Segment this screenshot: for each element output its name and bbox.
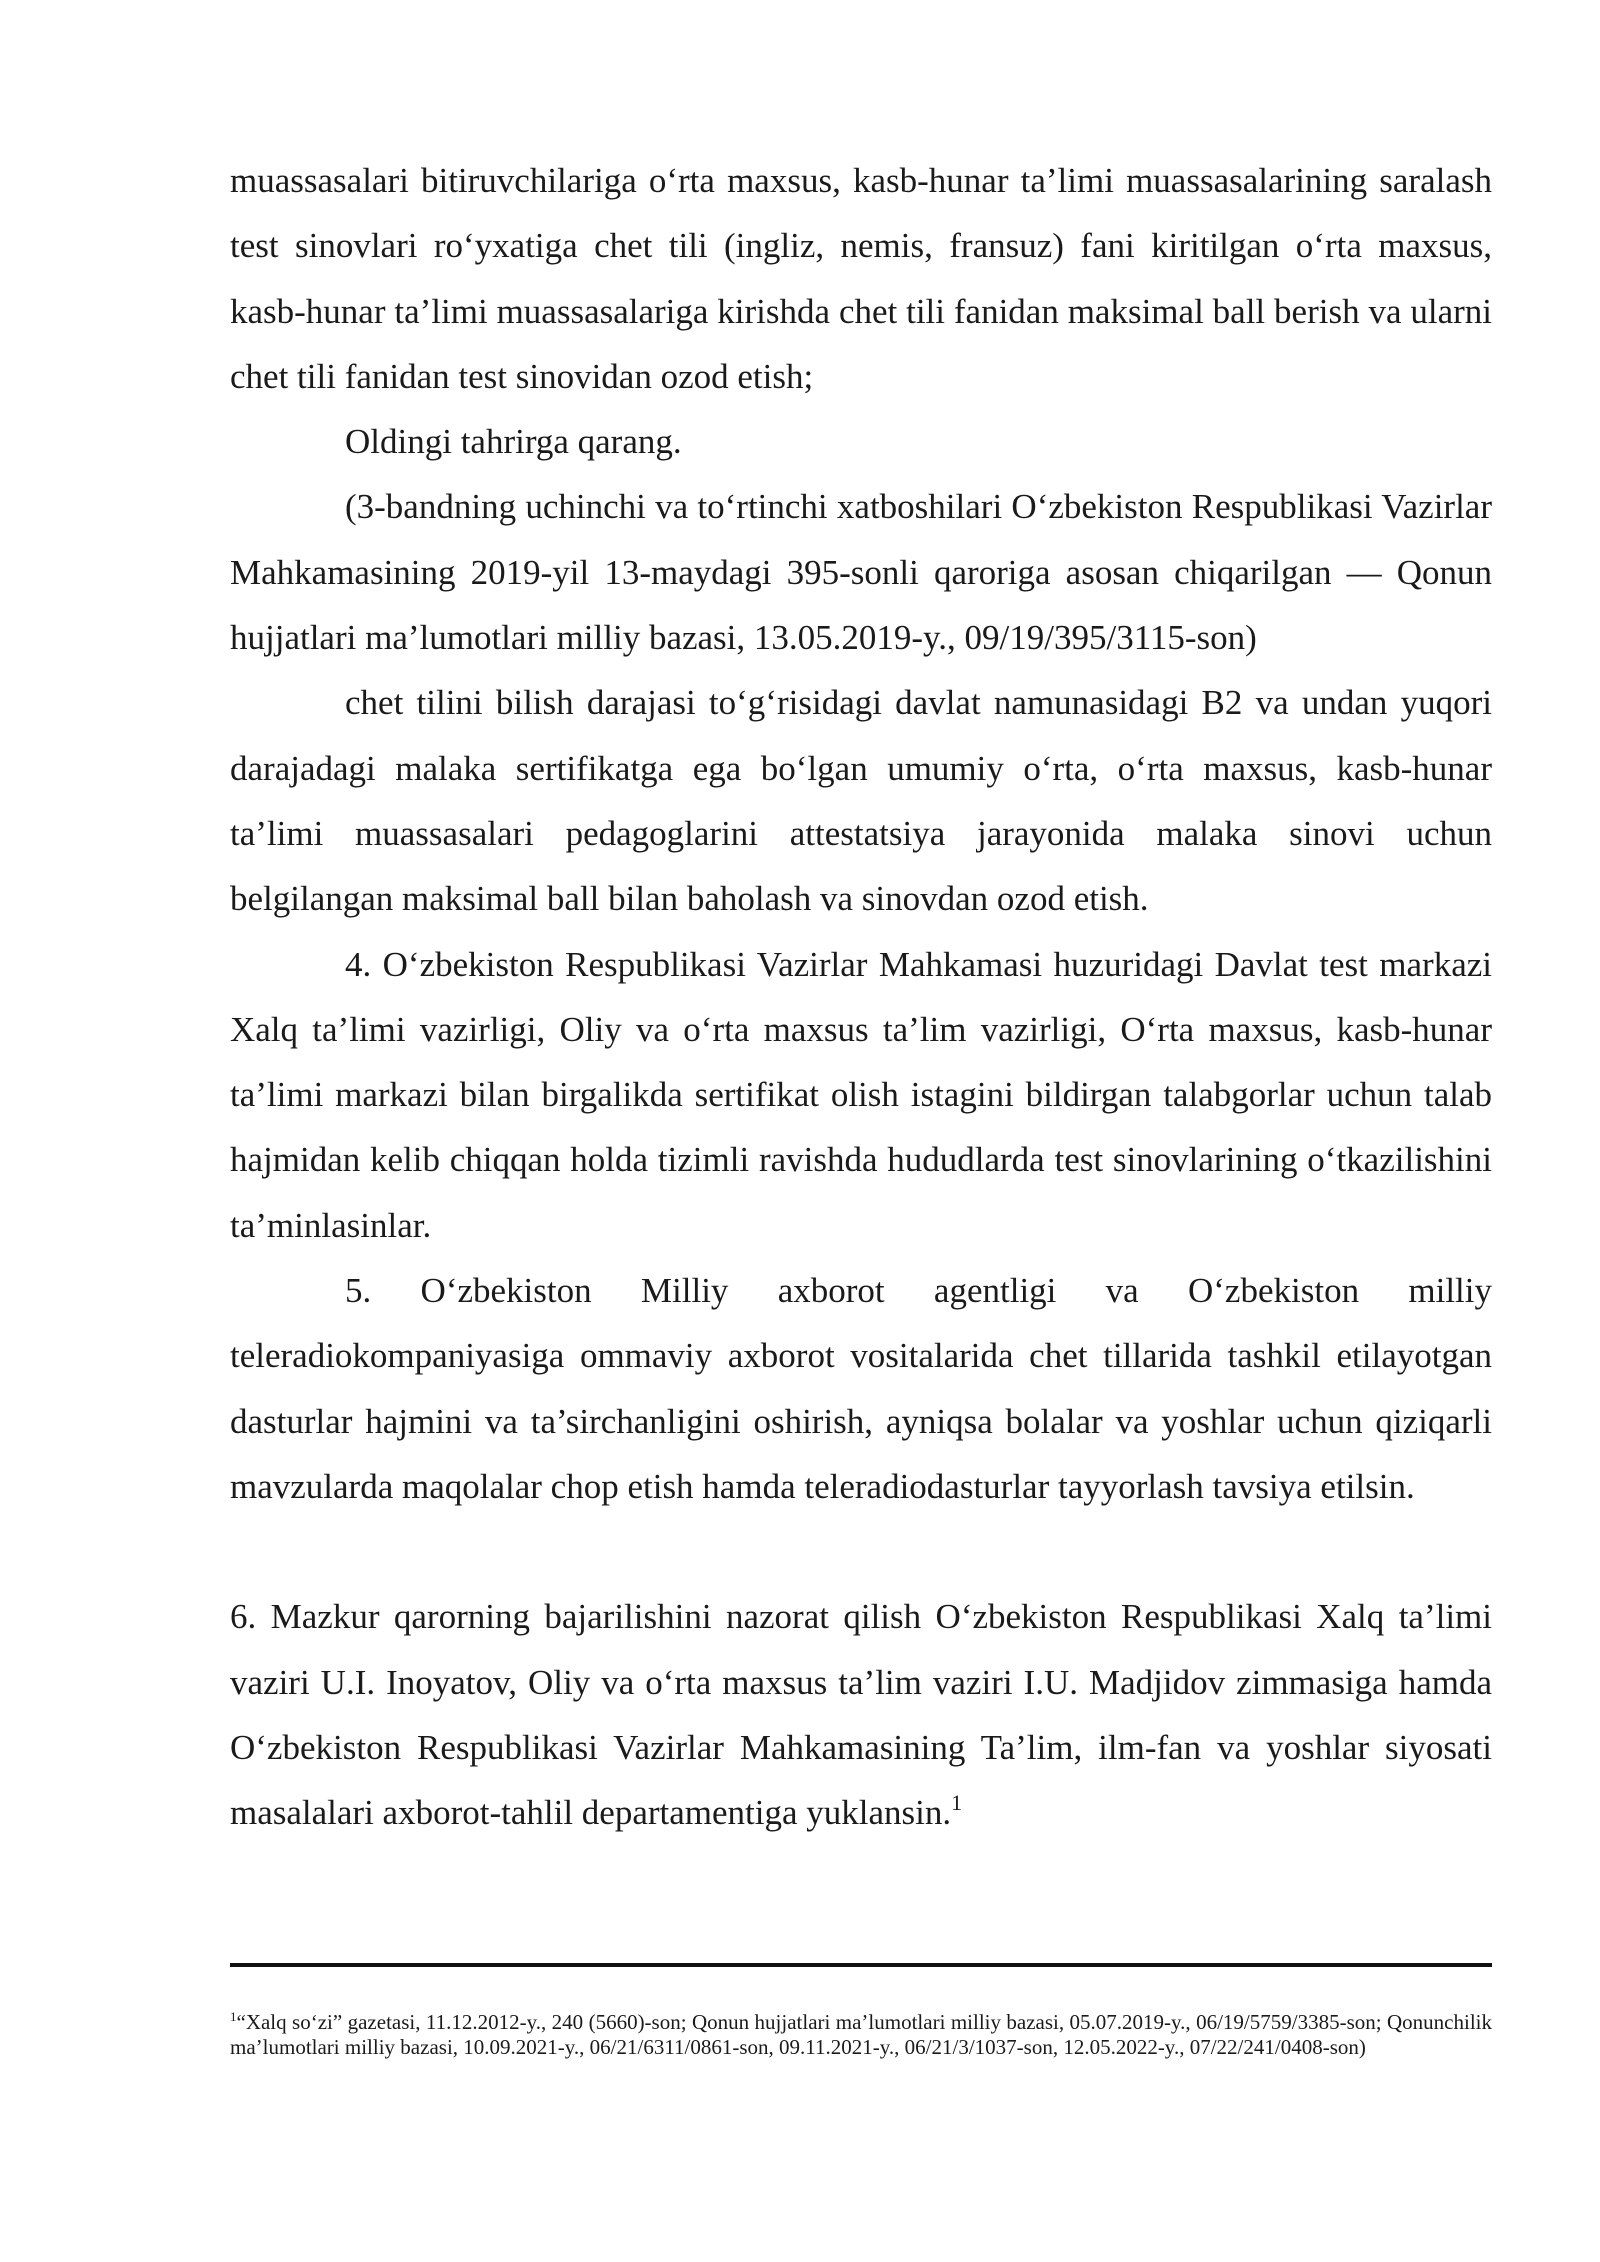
footnote (230, 2010, 1492, 2060)
footnote-reference-marker[interactable]: 1 (951, 1790, 963, 1816)
paragraph-previous-edition-note: Oldingi tahrirga qarang. (345, 422, 682, 462)
paragraph-item-5: 5. O‘zbekiston Milliy axborot agentligi va O‘zbekiston milliy teleradiokompaniyasiga ommaviy axborot vositalarida chet tillarida tashkil etilayotgan dasturlar hajmini va ta’sirchanligini oshirish, ayniqsa bolalar va yoshlar uchun qiziqarli mavzularda maqolalar chop etish hamda teleradiodasturlar tayyorlash tavsiya etilsin. (230, 1271, 1492, 1506)
paragraph-item-4: 4. O‘zbekiston Respublikasi Vazirlar Mahkamasi huzuridagi Davlat test markazi Xalq ta’limi vazirligi, Oliy va o‘rta maxsus ta’lim vazirligi, O‘rta maxsus, kasb-hunar ta’limi markazi bilan birgalikda sertifikat olish istagini bildirgan talabgorlar uchun talab hajmidan kelib chiqqan holda tizimli ravishda hududlarda test sinovlarining o‘tkazilishini ta’minlasinlar. (230, 944, 1492, 1245)
footnote-marker: 1 (230, 2009, 237, 2024)
paragraph-b2-certificate: chet tilini bilish darajasi to‘g‘risidagi davlat namunasidagi B2 va undan yuqori darajadagi malaka sertifikatga ega bo‘lgan umumiy o‘rta, o‘rta maxsus, kasb-hunar ta’limi muassasalari pedagoglarini attestatsiya jarayonida malaka sinovi uchun belgilangan maksimal ball bilan baholash va sinovdan ozod etish. (230, 683, 1492, 919)
paragraph-continuation: muassasalari bitiruvchilariga o‘rta maxsus, kasb-hunar ta’limi muassasalarining saralash test sinovlari ro‘yxatiga chet tili (ingliz, nemis, fransuz) fani kiritilgan o‘rta maxsus, kasb-hunar ta’limi muassasalariga kirishda chet tili fanidan maksimal ball berish va ularni chet tili fanidan test sinovidan ozod etish; (230, 161, 1492, 396)
footnote-separator-line (230, 1963, 1492, 1967)
footnote-entry (230, 2010, 1492, 2060)
paragraph-item-6 (230, 1584, 1492, 1845)
paragraph-amendment-note: (3-bandning uchinchi va to‘rtinchi xatboshilari O‘zbekiston Respublikasi Vazirlar Mahkamasining 2019-yil 13-maydagi 395-sonli qaroriga asosan chiqarilgan — Qonun hujjatlari ma’lumotlari milliy bazasi, 13.05.2019-y., 09/19/395/3115-son) (230, 487, 1492, 658)
body-text (230, 148, 1492, 1845)
footnote-text: “Xalq so‘zi” gazetasi, 11.12.2012-y., 240 (5660)-son; Qonun hujjatlari ma’lumotlari milliy bazasi, 05.07.2019-y., 06/19/5759/3385-son; Qonunchilik ma’lumotlari milliy bazasi, 10.09.2021-y., 06/21/6311/0861-son, 09.11.2021-y., 06/21/3/1037-son, 12.05.2022-y., 07/22/241/0408-son) (230, 2010, 1492, 2059)
paragraph-item-6-text: 6. Mazkur qarorning bajarilishini nazorat qilish O‘zbekiston Respublikasi Xalq ta’limi vaziri U.I. Inoyatov, Oliy va o‘rta maxsus ta’lim vaziri I.U. Madjidov zimmasiga hamda O‘zbekiston Respublikasi Vazirlar Mahkamasining Ta’lim, ilm-fan va yoshlar siyosati masalalari axborot-tahlil departamentiga yuklansin. (230, 1597, 1492, 1833)
